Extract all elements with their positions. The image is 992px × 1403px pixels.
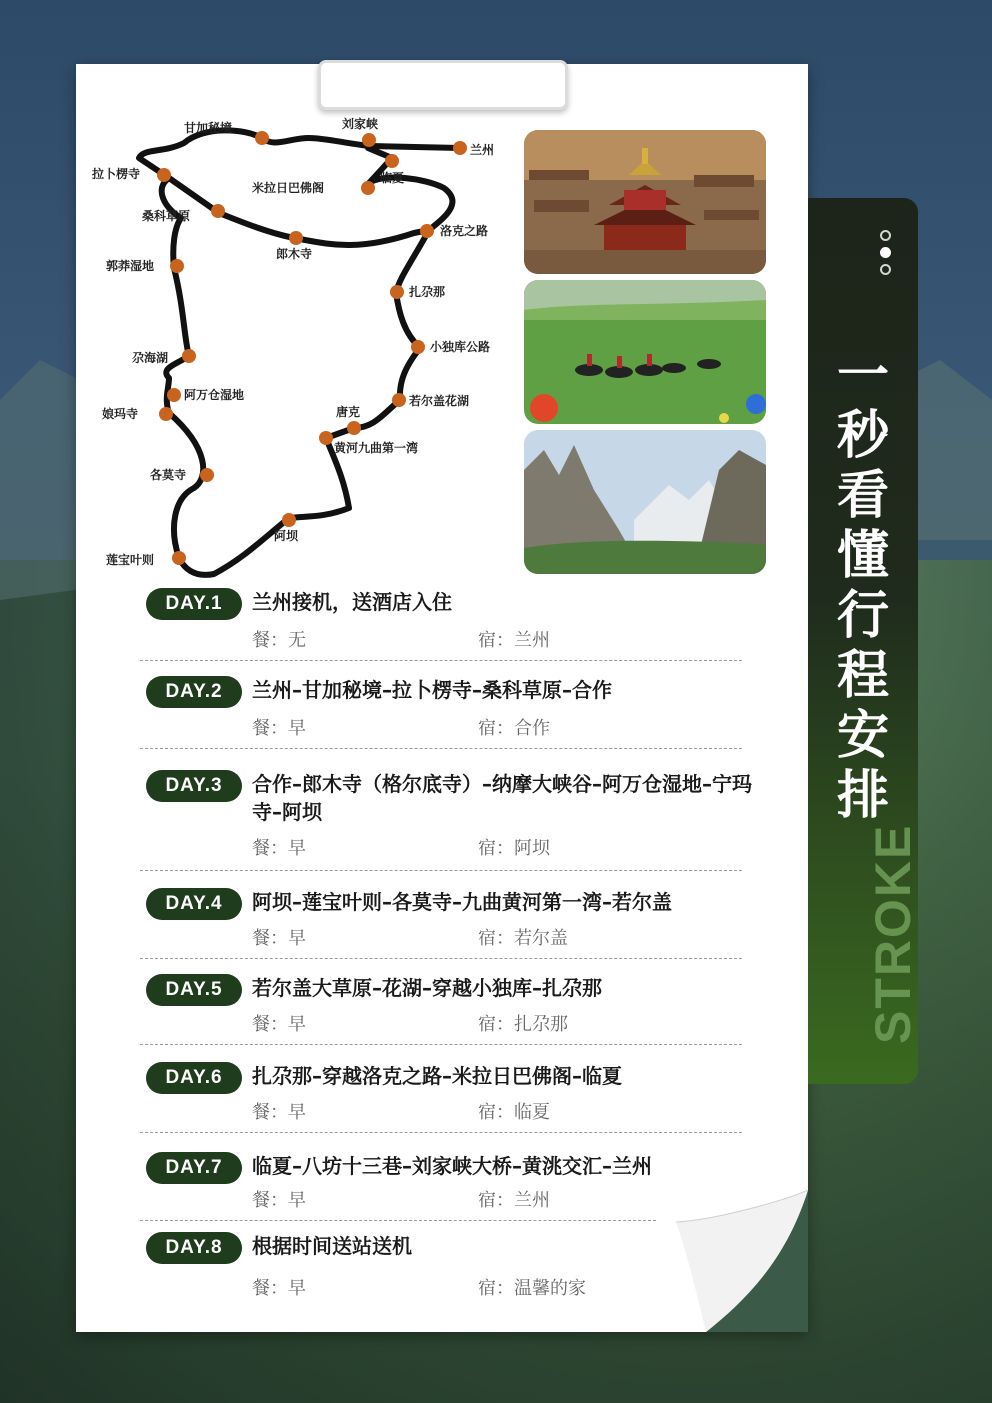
day-meal: 餐：早 [252, 1014, 306, 1035]
side-title-char: 看 [836, 466, 889, 526]
map-label: 黄河九曲第一湾 [334, 441, 419, 455]
day-badge: DAY.6 [146, 1062, 242, 1094]
map-dot-icon [319, 431, 333, 445]
map-label: 尕海湖 [132, 351, 169, 365]
side-title-char: 秒 [836, 406, 889, 466]
day-meal: 餐：早 [252, 1102, 306, 1123]
map-label: 拉卜楞寺 [92, 167, 141, 181]
divider [140, 870, 742, 871]
day-badge: DAY.7 [146, 1152, 242, 1184]
day-route: 阿坝–莲宝叶则–各莫寺–九曲黄河第一湾–若尔盖 [252, 890, 672, 914]
day-route: 兰州–甘加秘境–拉卜楞寺–桑科草原–合作 [252, 678, 612, 702]
side-title-char: 一 [836, 346, 889, 406]
side-title [833, 346, 893, 826]
day-meal: 餐：早 [252, 718, 306, 739]
page-dot-icon [880, 264, 891, 275]
paper-clip [318, 60, 568, 110]
map-label: 莲宝叶则 [106, 553, 155, 567]
page-curl [676, 1190, 808, 1332]
map-dot-icon [347, 421, 361, 435]
day-badge: DAY.3 [146, 770, 242, 802]
map-dot-icon [390, 285, 404, 299]
divider [140, 958, 742, 959]
map-dot-icon [200, 468, 214, 482]
day-badge: DAY.5 [146, 974, 242, 1006]
day-meal: 餐：早 [252, 928, 306, 949]
map-label: 临夏 [380, 171, 405, 185]
route-map [84, 108, 524, 588]
day-stay: 宿：兰州 [478, 630, 550, 651]
map-label: 阿坝 [274, 529, 299, 543]
mountain-valley-photo [524, 430, 766, 574]
map-label: 洛克之路 [440, 224, 489, 238]
day-route: 合作–郎木寺（格尔底寺）–纳摩大峡谷–阿万仓湿地–宁玛寺–阿坝 [252, 772, 752, 824]
day-route: 根据时间送站送机 [252, 1234, 412, 1258]
map-dot-icon [362, 133, 376, 147]
map-label: 郎木寺 [276, 247, 313, 261]
day-route: 若尔盖大草原–花湖–穿越小独库–扎尕那 [252, 976, 602, 1000]
day-stay: 宿：合作 [478, 718, 550, 739]
map-label: 唐克 [336, 405, 361, 419]
day-stay: 宿：若尔盖 [478, 928, 568, 949]
grassland-horses-photo [524, 280, 766, 424]
divider [140, 1044, 742, 1045]
map-label: 娘玛寺 [102, 407, 139, 421]
map-dot-icon [167, 388, 181, 402]
map-dot-icon [157, 168, 171, 182]
map-label: 各莫寺 [150, 468, 187, 482]
side-title-char: 程 [836, 646, 889, 706]
day-badge: DAY.4 [146, 888, 242, 920]
map-dot-icon [420, 224, 434, 238]
day-stay: 宿：兰州 [478, 1190, 550, 1211]
day-meal: 餐：早 [252, 1278, 306, 1299]
map-label: 桑科草原 [142, 209, 191, 223]
day-route: 兰州接机，送酒店入住 [252, 590, 452, 614]
divider [140, 660, 742, 661]
page-indicator [880, 230, 891, 281]
page-dot-active-icon [880, 247, 891, 258]
map-label: 刘家峡 [342, 117, 379, 131]
map-dot-icon [170, 259, 184, 273]
day-badge: DAY.8 [146, 1232, 242, 1264]
day-stay: 宿：阿坝 [478, 838, 550, 859]
side-title-char: 行 [836, 586, 889, 646]
day-route: 临夏–八坊十三巷–刘家峡大桥–黄洮交汇–兰州 [252, 1154, 652, 1178]
side-title-char: 安 [836, 706, 889, 766]
map-label: 阿万仓湿地 [184, 388, 245, 402]
map-label: 米拉日巴佛阁 [252, 181, 325, 195]
day-badge: DAY.2 [146, 676, 242, 708]
day-meal: 餐：无 [252, 630, 306, 651]
route-stops [157, 131, 470, 565]
divider [140, 1220, 656, 1221]
map-dot-icon [255, 131, 269, 145]
page-dot-icon [880, 230, 891, 241]
day-route: 扎尕那–穿越洛克之路–米拉日巴佛阁–临夏 [252, 1064, 622, 1088]
day-stay: 宿：扎尕那 [478, 1014, 568, 1035]
divider [140, 748, 742, 749]
day-badge: DAY.1 [146, 588, 242, 620]
day-meal: 餐：早 [252, 838, 306, 859]
map-dot-icon [159, 407, 173, 421]
map-dot-icon [282, 513, 296, 527]
divider [140, 1132, 742, 1133]
map-dot-icon [182, 349, 196, 363]
map-label: 若尔盖花湖 [409, 394, 470, 408]
side-panel [808, 198, 921, 1084]
map-dot-icon [385, 154, 399, 168]
side-title-char: 排 [836, 766, 889, 826]
map-dot-icon [411, 340, 425, 354]
map-label: 小独库公路 [430, 340, 491, 354]
map-dot-icon [172, 551, 186, 565]
temple-photo [524, 130, 766, 274]
map-dot-icon [289, 231, 303, 245]
map-label: 郭莽湿地 [106, 259, 155, 273]
map-label: 扎尕那 [409, 285, 446, 299]
map-dot-icon [211, 204, 225, 218]
map-dot-icon [361, 181, 375, 195]
map-label: 兰州 [470, 143, 495, 157]
brand-watermark: STROKE [865, 823, 921, 1044]
map-dot-icon [392, 393, 406, 407]
map-label: 甘加秘境 [184, 121, 233, 135]
day-stay: 宿：临夏 [478, 1102, 550, 1123]
day-stay: 宿：温馨的家 [478, 1278, 586, 1299]
map-dot-icon [453, 141, 467, 155]
day-meal: 餐：早 [252, 1190, 306, 1211]
side-title-char: 懂 [836, 526, 889, 586]
